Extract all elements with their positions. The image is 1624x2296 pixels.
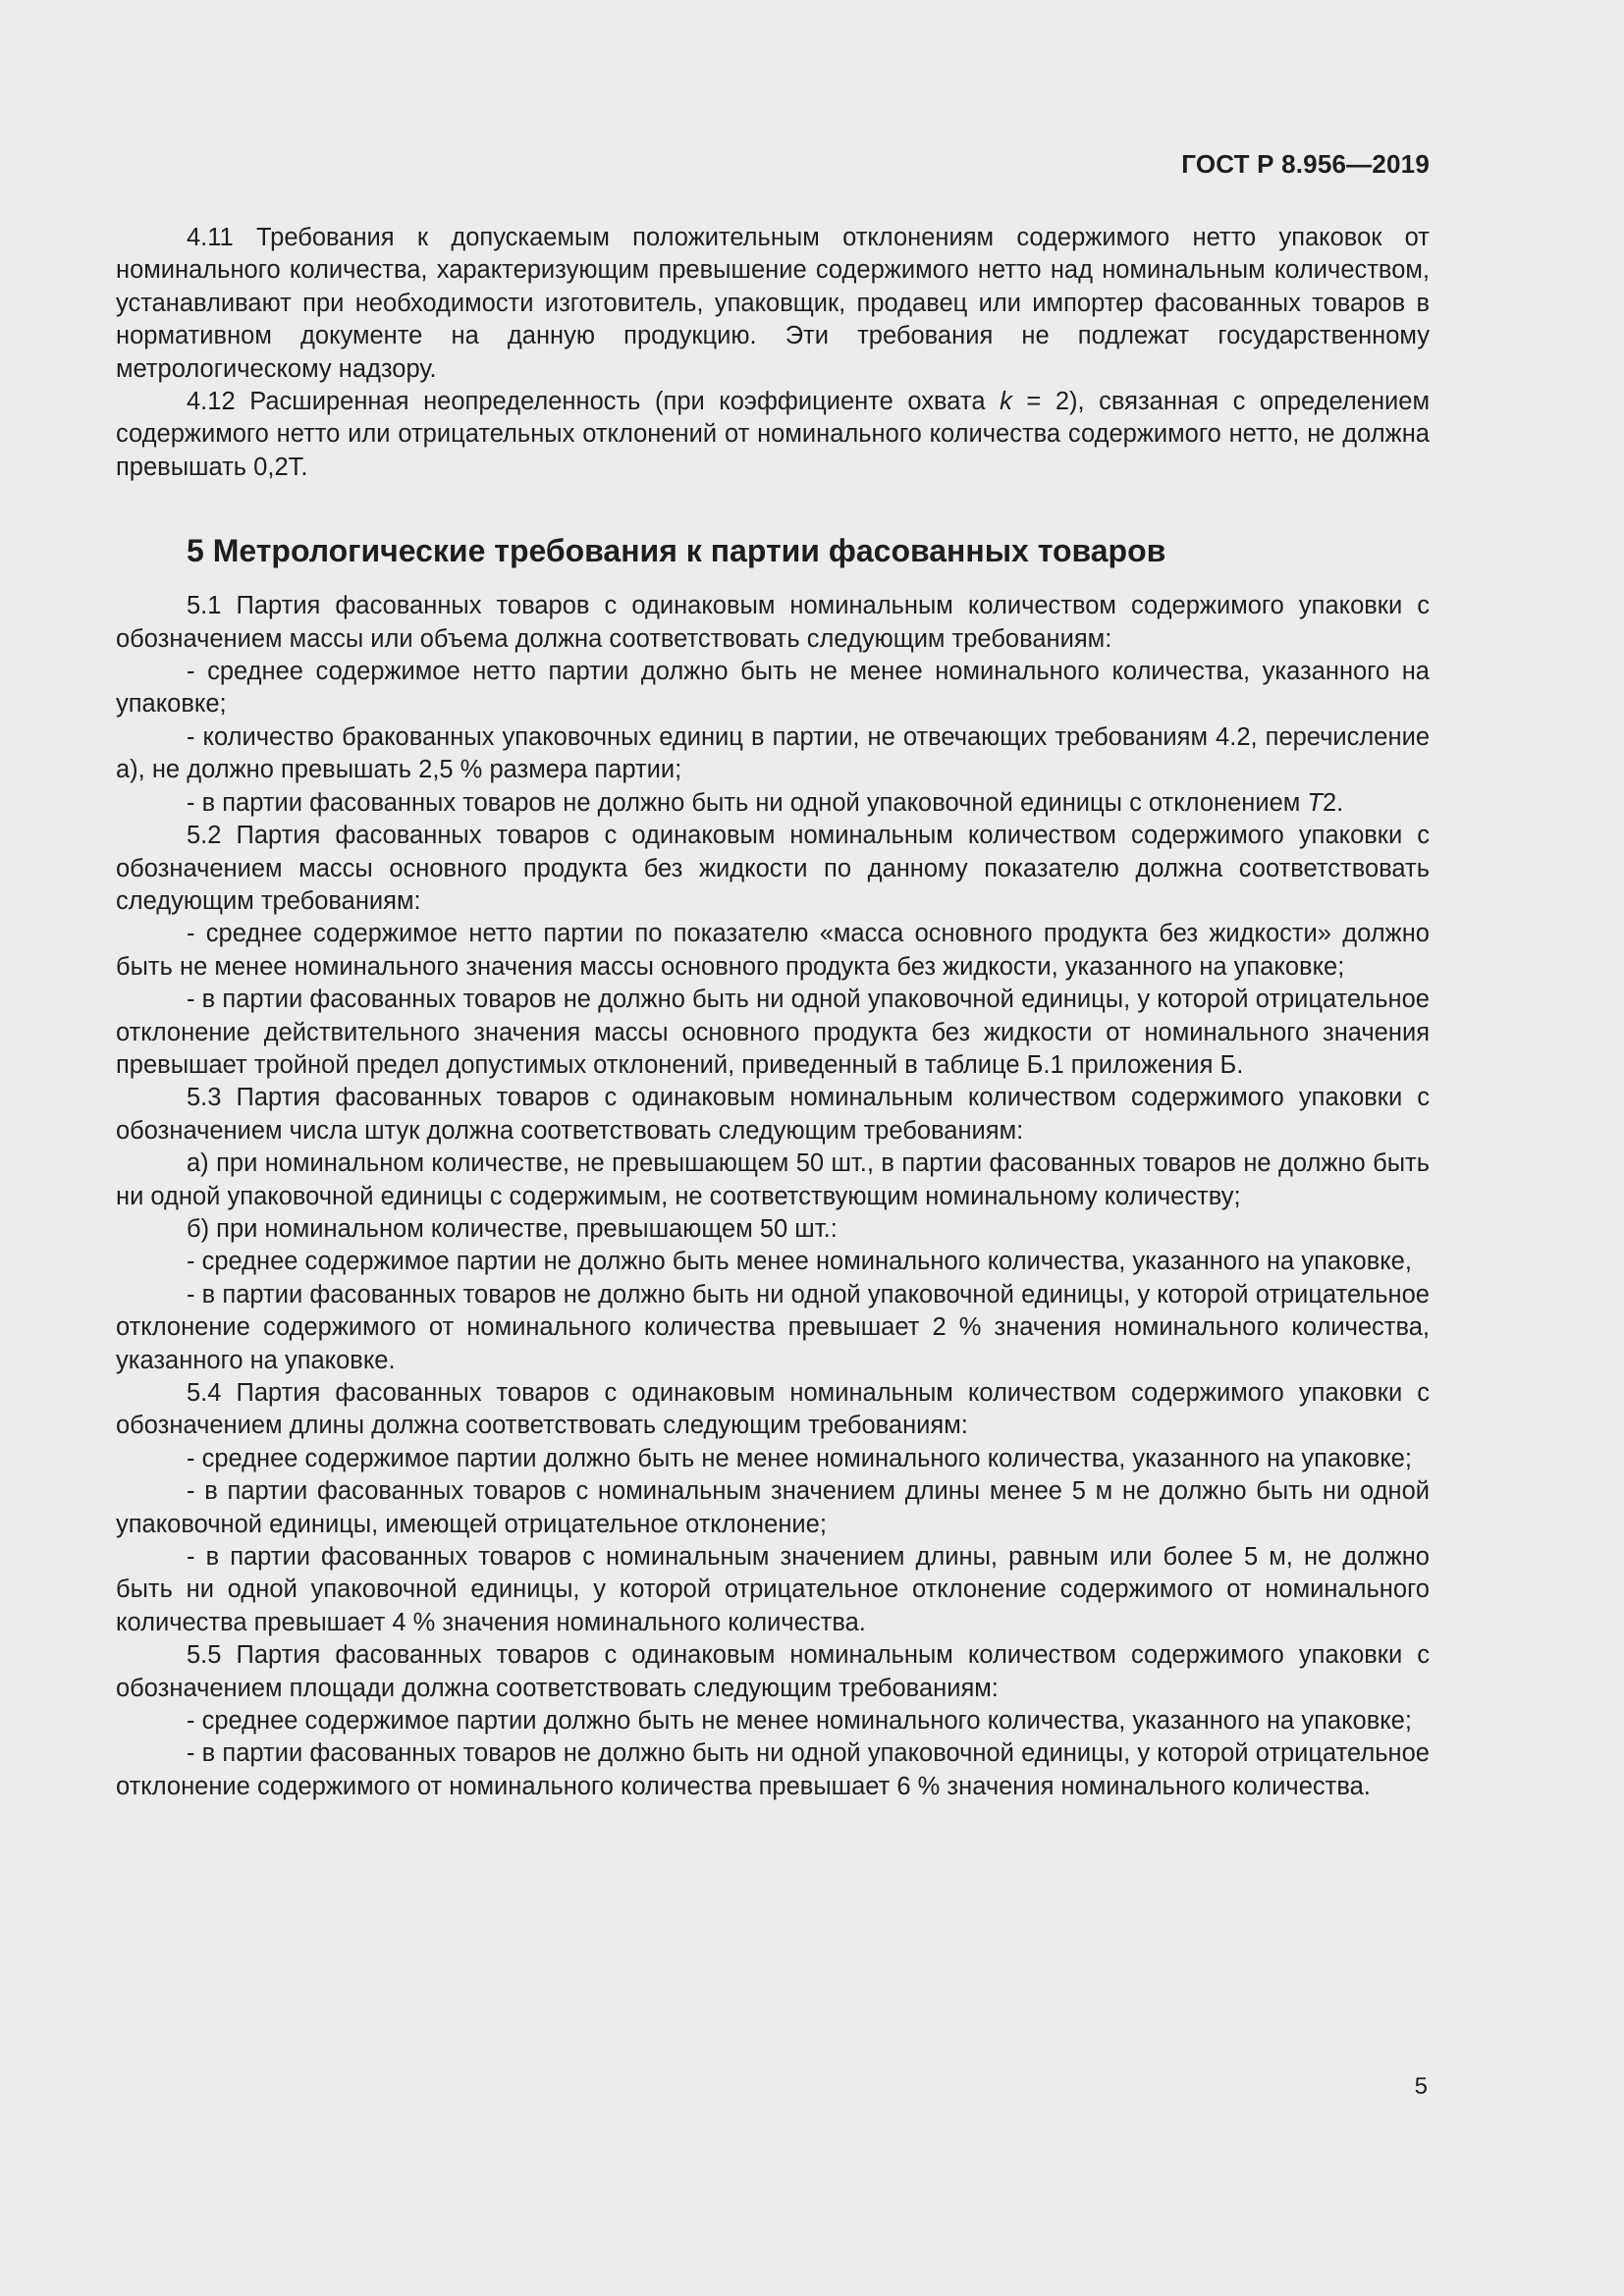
section-5-title: 5 Метрологические требования к партии фасованных товаров [187,533,1166,569]
list-item: - в партии фасованных товаров с номинальным значением длины менее 5 м не должно быть ни одной упаковочной единицы, имеющей отрицательное отклонение; [116,1477,1430,1538]
paragraph-5-1: 5.1 Партия фасованных товаров с одинаковым номинальным количеством содержимого упаковки с обозначением массы или объема должна соответствовать следующим требованиям: [116,592,1430,653]
paragraph-5-3: 5.3 Партия фасованных товаров с одинаковым номинальным количеством содержимого упаковки с обозначением числа штук должна соответствовать следующим требованиям: [116,1084,1430,1145]
list-item: - в партии фасованных товаров с номинальным значением длины, равным или более 5 м, не должно быть ни одной упаковочной единицы, у которой отрицательное отклонение содержимого от номинального количества превышает 4 % значения номинального количества. [116,1543,1430,1636]
list-item: б) при номинальном количестве, превышающем 50 шт.: [187,1214,838,1243]
list-item: - среднее содержимое нетто партии по показателю «масса основного продукта без жидкости» должно быть не менее номинального значения массы основного продукта без жидкости, указанного на упаковке; [116,920,1430,981]
list-item: - среднее содержимое партии не должно быть менее номинального количества, указанного на упаковке, [187,1248,1412,1276]
list-item: - в партии фасованных товаров не должно быть ни одной упаковочной единицы с отклонением T2. [187,788,1344,817]
list-item: - количество бракованных упаковочных единиц в партии, не отвечающих требованиям 4.2, перечисление а), не должно превышать 2,5 % размера партии; [116,722,1430,784]
list-item: а) при номинальном количестве, не превышающем 50 шт., в партии фасованных товаров не должно быть ни одной упаковочной единицы с содержимым, не соответствующим номинальному количеству; [116,1149,1430,1210]
document-header: ГОСТ Р 8.956—2019 [1181,149,1430,179]
paragraph-5-5: 5.5 Партия фасованных товаров с одинаковым номинальным количеством содержимого упаковки с обозначением площади должна соответствовать следующим требованиям: [116,1641,1430,1702]
paragraph-4-11: 4.11 Требования к допускаемым положительным отклонениям содержимого нетто упаковок от номинального количества, характеризующим превышение содержимого нетто над номинальным количеством, устанавливают при необходимости изготовитель, упаковщик, продавец или импортер фасованных товаров в нормативном документе на данную продукцию. Эти требования не подлежат государственному метрологическому надзору. [116,224,1430,383]
list-item: - среднее содержимое партии должно быть не менее номинального количества, указанного на упаковке; [187,1444,1412,1472]
list-item: - в партии фасованных товаров не должно быть ни одной упаковочной единицы, у которой отрицательное отклонение содержимого от номинального количества превышает 2 % значения номинального количества, указанного на упаковке. [116,1280,1430,1374]
paragraph-5-4: 5.4 Партия фасованных товаров с одинаковым номинальным количеством содержимого упаковки с обозначением длины должна соответствовать следующим требованиям: [116,1379,1430,1440]
paragraph-4-12: 4.12 Расширенная неопределенность (при коэффициенте охвата k = 2), связанная с определением содержимого нетто или отрицательных отклонений от номинального количества содержимого нетто, не должна превышать 0,2Т. [116,388,1430,481]
list-item: - среднее содержимое нетто партии должно быть не менее номинального количества, указанного на упаковке; [116,658,1430,719]
list-item: - в партии фасованных товаров не должно быть ни одной упаковочной единицы, у которой отрицательное отклонение действительного значения массы основного продукта без жидкости от номинального значения превышает тройной предел допустимых отклонений, приведенный в таблице Б.1 приложения Б. [116,986,1430,1079]
list-item: - в партии фасованных товаров не должно быть ни одной упаковочной единицы, у которой отрицательное отклонение содержимого от номинального количества превышает 6 % значения номинального количества. [116,1739,1430,1800]
document-body [116,222,1430,1803]
page-number: 5 [1414,2073,1428,2100]
paragraph-5-2: 5.2 Партия фасованных товаров с одинаковым номинальным количеством содержимого упаковки с обозначением массы основного продукта без жидкости по данному показателю должна соответствовать следующим требованиям: [116,822,1430,915]
list-item: - среднее содержимое партии должно быть не менее номинального количества, указанного на упаковке; [187,1707,1412,1735]
